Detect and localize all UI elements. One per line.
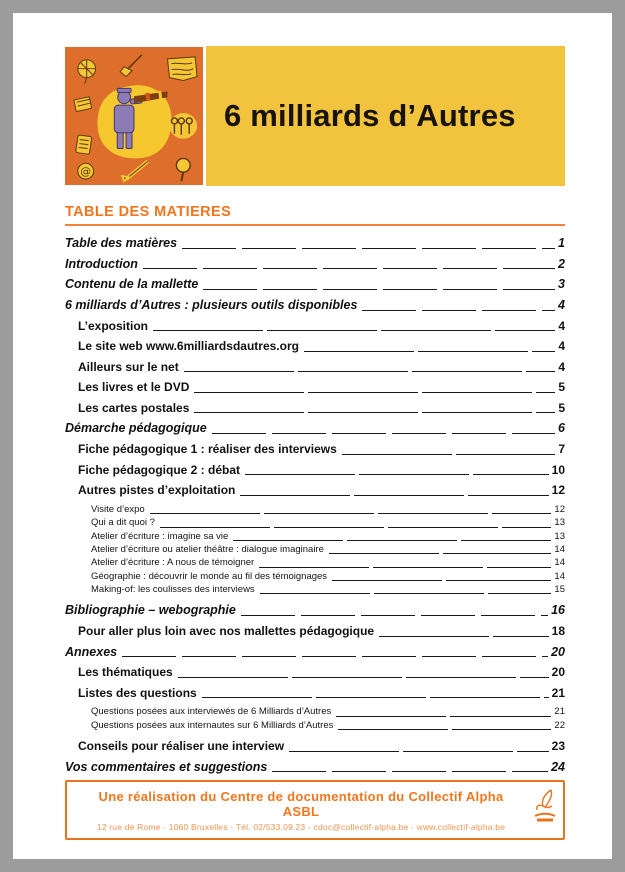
toc-entry-page: 2 <box>558 256 565 271</box>
toc-entry-label: Annexes <box>65 644 118 659</box>
toc-leader <box>233 540 551 541</box>
title-banner <box>206 46 565 186</box>
toc-entry[interactable] <box>65 442 565 458</box>
toc-entry-page: 13 <box>554 530 565 542</box>
toc-entry-page: 4 <box>558 297 565 312</box>
toc-entry-label: Atelier d’écriture : imagine sa vie <box>91 530 229 542</box>
toc-entry[interactable] <box>65 483 565 499</box>
toc-leader <box>260 593 552 594</box>
toc-entry[interactable] <box>65 504 565 516</box>
toc-leader <box>379 636 549 637</box>
telescope-figure-icon <box>65 46 203 186</box>
toc-entry[interactable] <box>65 277 565 293</box>
footer-address-line: 12 rue de Rome - 1060 Bruxelles - Tél. 02/533.09.23 - cdoc@collectif-alpha.be - www.collectif-alpha.be <box>96 822 506 833</box>
scroll-doodle-icon <box>76 135 92 154</box>
toc-entry[interactable] <box>65 624 565 640</box>
toc-entry-page: 22 <box>554 719 565 731</box>
toc-entry-page: 20 <box>551 644 565 659</box>
toc-entry[interactable] <box>65 257 565 273</box>
toc-list <box>65 236 565 780</box>
toc-entry-page: 4 <box>558 339 565 354</box>
toc-entry[interactable] <box>65 686 565 702</box>
people-doodle-icon <box>169 113 197 139</box>
toc-entry-label: Géographie : découvrir le monde au fil des témoignages <box>91 570 328 582</box>
toc-entry-page: 18 <box>551 623 565 638</box>
toc-entry-page: 16 <box>551 603 565 618</box>
toc-entry-page: 5 <box>558 400 565 415</box>
toc-entry-label: Contenu de la mallette <box>65 277 199 292</box>
toc-entry[interactable] <box>65 720 565 732</box>
toc-entry-label: Atelier d’écriture : A nous de témoigner <box>91 557 255 569</box>
toc-heading: TABLE DES MATIERES <box>65 204 565 226</box>
toc-leader <box>338 729 551 730</box>
toc-entry-label: Visite d’expo <box>91 503 145 515</box>
toc-entry-label: Ailleurs sur le net <box>78 359 179 374</box>
toc-leader <box>212 433 555 434</box>
toc-leader <box>259 567 551 568</box>
toc-leader <box>160 527 552 528</box>
toc-entry-label: Vos commentaires et suggestions <box>65 759 268 774</box>
toc-entry[interactable] <box>65 517 565 529</box>
toc-leader <box>202 697 549 698</box>
toc-entry-label: Fiche pédagogique 2 : débat <box>78 462 241 477</box>
toc-entry[interactable] <box>65 360 565 376</box>
toc-leader <box>182 248 555 249</box>
toc-entry-page: 7 <box>558 442 565 457</box>
toc-entry-label: Table des matières <box>65 236 178 250</box>
svg-text:@: @ <box>80 165 92 179</box>
toc-leader <box>184 371 556 372</box>
toc-leader <box>150 513 552 514</box>
toc-leader <box>194 412 555 413</box>
toc-entry-page: 3 <box>558 277 565 292</box>
toc-entry-page: 14 <box>554 543 565 555</box>
header-illustration <box>65 46 203 186</box>
toc-entry[interactable] <box>65 339 565 355</box>
toc-entry[interactable] <box>65 421 565 437</box>
page-header <box>65 46 565 186</box>
toc-entry-page: 10 <box>551 462 565 477</box>
toc-entry-page: 21 <box>554 706 565 718</box>
at-sign-doodle-icon <box>78 163 94 179</box>
toc-entry[interactable] <box>65 760 565 776</box>
toc-entry[interactable] <box>65 531 565 543</box>
toc-leader <box>289 751 549 752</box>
toc-leader <box>194 392 555 393</box>
toc-entry[interactable] <box>65 603 565 619</box>
toc-entry-page: 6 <box>558 421 565 436</box>
toc-leader <box>272 771 548 772</box>
toc-entry-label: Introduction <box>65 256 138 271</box>
footer-credit-box <box>65 780 565 840</box>
toc-entry-label: Les cartes postales <box>78 400 190 415</box>
toc-entry-label: Bibliographie – webographie <box>65 603 236 618</box>
document-page <box>13 13 612 859</box>
toc-entry[interactable] <box>65 319 565 335</box>
toc-entry-page: 12 <box>551 483 565 498</box>
toc-entry-page: 1 <box>558 236 565 250</box>
map-doodle-icon <box>168 57 198 81</box>
toc-leader <box>241 615 548 616</box>
toc-entry-label: Autres pistes d’exploitation <box>78 483 236 498</box>
toc-entry-label: Making-of: les coulisses des interviews <box>91 583 255 595</box>
toc-leader <box>178 677 549 678</box>
toc-entry-label: L’exposition <box>78 318 149 333</box>
toc-entry-page: 13 <box>554 517 565 529</box>
toc-entry[interactable] <box>65 298 565 314</box>
toc-entry-page: 12 <box>554 503 565 515</box>
toc-entry[interactable] <box>65 236 565 252</box>
toc-entry-page: 4 <box>558 318 565 333</box>
book-doodle-icon <box>74 97 92 112</box>
toc-entry-page: 15 <box>554 583 565 595</box>
toc-leader <box>153 330 555 331</box>
toc-leader <box>329 553 552 554</box>
toc-leader <box>342 454 556 455</box>
toc-leader <box>336 716 551 717</box>
document-title: 6 milliards d’Autres <box>224 98 516 133</box>
toc-entry-label: Questions posées aux interviewés de 6 Milliards d’Autres <box>91 706 332 718</box>
toc-entry[interactable] <box>65 557 565 569</box>
toc-entry-page: 14 <box>554 570 565 582</box>
toc-entry[interactable] <box>65 571 565 583</box>
toc-entry-label: Listes des questions <box>78 685 197 700</box>
toc-entry[interactable] <box>65 380 565 396</box>
toc-leader <box>122 656 548 657</box>
toc-entry[interactable] <box>65 544 565 556</box>
toc-entry[interactable] <box>65 463 565 479</box>
toc-entry-label: Démarche pédagogique <box>65 421 207 436</box>
toc-entry-label: Fiche pédagogique 1 : réaliser des interviews <box>78 442 337 457</box>
toc-leader <box>240 495 548 496</box>
toc-entry-page: 4 <box>558 359 565 374</box>
toc-leader <box>203 289 555 290</box>
toc-entry-label: Les thématiques <box>78 665 173 680</box>
toc-entry-label: Pour aller plus loin avec nos mallettes pédagogique <box>78 623 375 638</box>
toc-entry[interactable] <box>65 401 565 417</box>
footer-credit-line: Une réalisation du Centre de documentation du Collectif Alpha ASBL <box>98 789 504 820</box>
toc-entry[interactable] <box>65 706 565 718</box>
toc-entry-page: 20 <box>551 665 565 680</box>
toc-leader <box>245 474 549 475</box>
toc-leader <box>143 268 555 269</box>
toc-entry-label: Les livres et le DVD <box>78 380 190 395</box>
toc-entry-label: Atelier d’écriture ou atelier théâtre : dialogue imaginaire <box>91 543 324 555</box>
toc-entry-page: 14 <box>554 557 565 569</box>
footer-scribble-icon <box>529 786 559 824</box>
toc-entry[interactable] <box>65 739 565 755</box>
toc-leader <box>332 580 551 581</box>
toc-entry-label: 6 milliards d’Autres : plusieurs outils disponibles <box>65 297 358 312</box>
toc-entry-label: Le site web www.6milliardsdautres.org <box>78 339 299 354</box>
toc-entry-label: Conseils pour réaliser une interview <box>78 739 285 753</box>
toc-entry-label: Questions posées aux internautes sur 6 Milliards d’Autres <box>91 719 334 731</box>
toc-entry-page: 23 <box>551 739 565 753</box>
toc-entry-page: 5 <box>558 380 565 395</box>
toc-leader <box>362 310 555 311</box>
toc-entry[interactable] <box>65 584 565 596</box>
toc-leader <box>304 351 555 352</box>
toc-entry-page: 21 <box>551 685 565 700</box>
toc-entry-page: 24 <box>551 759 565 774</box>
toc-entry[interactable] <box>65 665 565 681</box>
toc-entry[interactable] <box>65 645 565 661</box>
toc-entry-label: Qui a dit quoi ? <box>91 517 155 529</box>
